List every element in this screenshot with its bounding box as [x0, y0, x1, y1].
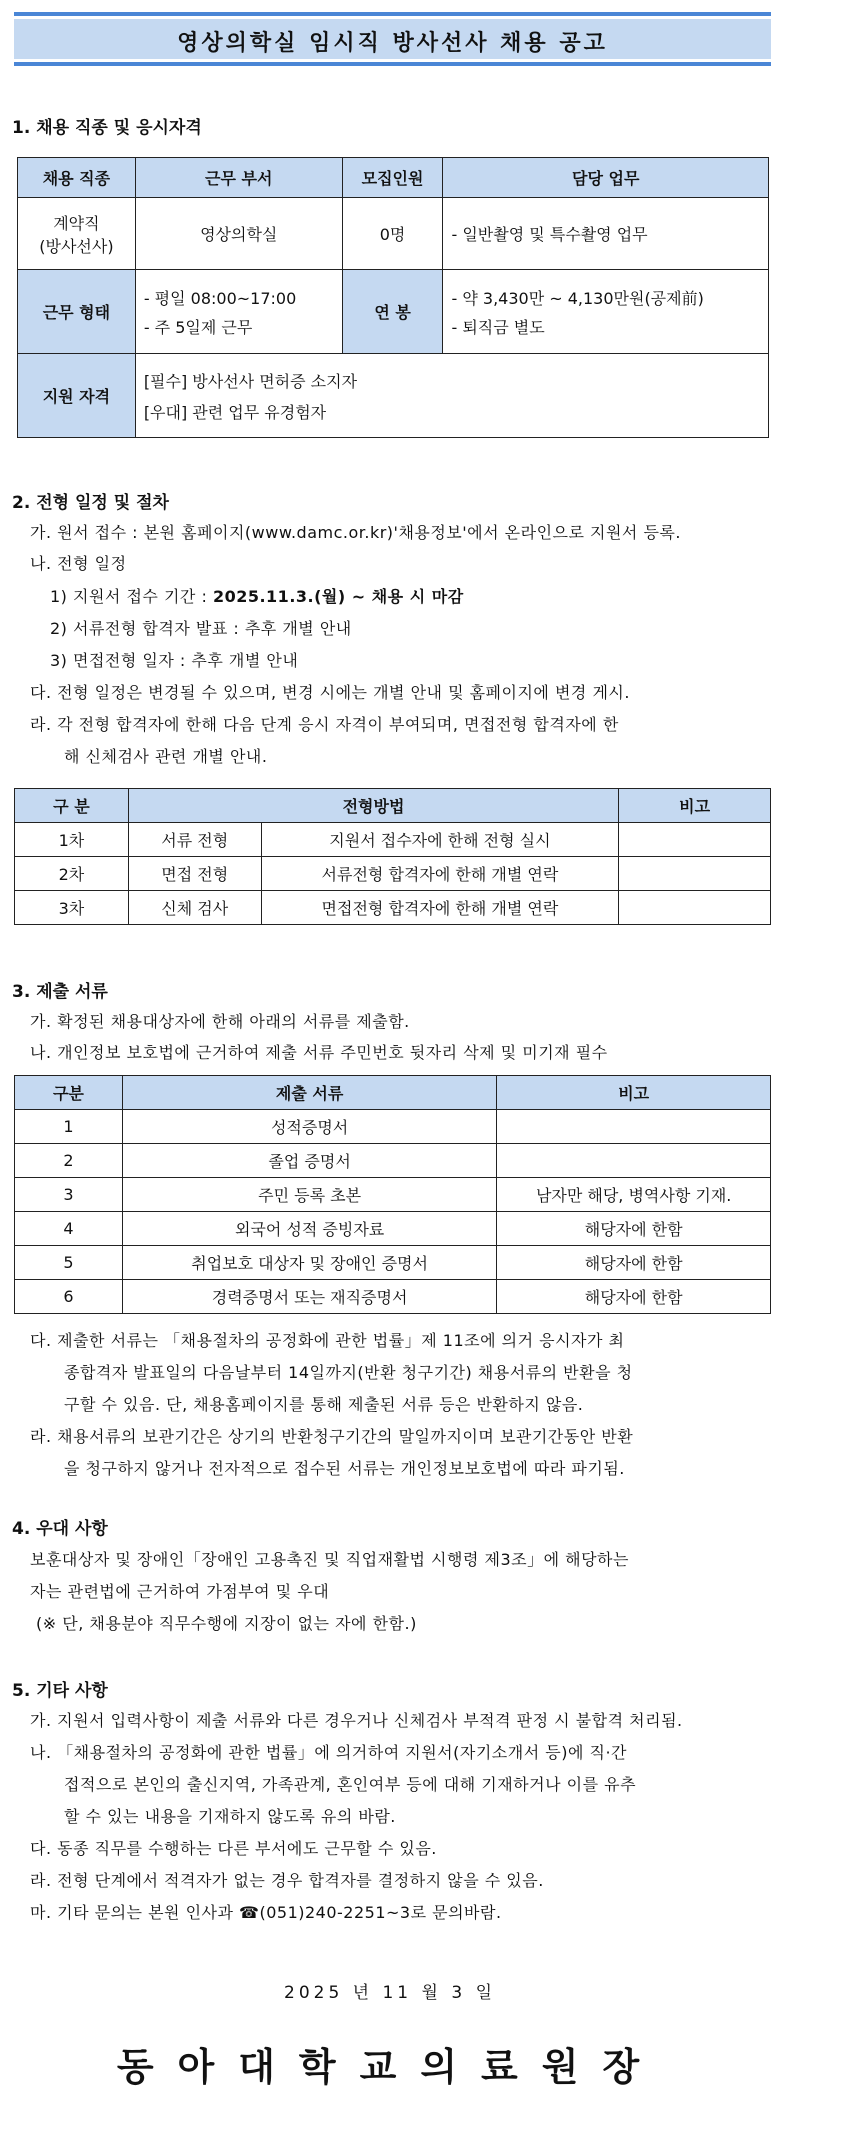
table-row	[15, 1178, 771, 1212]
job-dept: 영상의학실	[135, 198, 342, 270]
s5-item-ra: 라. 전형 단계에서 적격자가 없는 경우 합격자를 결정하지 않을 수 있음.	[30, 1871, 544, 1890]
doc-cell: 외국어 성적 증빙자료	[122, 1212, 496, 1246]
method-cell: 신체 검사	[128, 891, 261, 925]
header-no: 구분	[15, 1076, 123, 1110]
s4-line-2: 자는 관련법에 근거하여 가점부여 및 우대	[30, 1582, 330, 1601]
doc-cell: 경력증명서 또는 재직증명서	[122, 1280, 496, 1314]
s3-item-ra-2: 을 청구하지 않거나 전자적으로 접수된 서류는 개인정보보호법에 따라 파기됨.	[64, 1459, 625, 1478]
documents-header	[15, 1076, 771, 1110]
no-cell: 1	[15, 1110, 123, 1144]
table-row	[15, 1212, 771, 1246]
table-row	[15, 1246, 771, 1280]
table-row	[15, 1280, 771, 1314]
desc-cell: 서류전형 합격자에 한해 개별 연락	[261, 857, 619, 891]
s3-item-ra-1: 라. 채용서류의 보관기간은 상기의 반환청구기간의 말일까지이며 보관기간동안 반환	[30, 1427, 634, 1446]
note-cell	[497, 1110, 771, 1144]
note-cell	[619, 891, 771, 925]
header-duty: 담당 업무	[443, 158, 769, 198]
qual-value: [필수] 방사선사 면허증 소지자 [우대] 관련 업무 유경험자	[135, 354, 768, 438]
s2-item-na: 나. 전형 일정	[30, 554, 127, 573]
no-cell: 6	[15, 1280, 123, 1314]
stage-cell: 2차	[15, 857, 129, 891]
s5-item-na-1: 나. 「채용절차의 공정화에 관한 법률」에 의거하여 지원서(자기소개서 등)에 직·간	[30, 1743, 627, 1762]
table-row	[15, 1144, 771, 1178]
section-2-heading: 2. 전형 일정 및 절차	[12, 493, 169, 513]
no-cell: 5	[15, 1246, 123, 1280]
no-cell: 2	[15, 1144, 123, 1178]
section-5-heading: 5. 기타 사항	[12, 1681, 108, 1701]
selection-table	[14, 788, 771, 925]
title-banner	[14, 12, 771, 66]
s2-item-ra-1: 라. 각 전형 합격자에 한해 다음 단계 응시 자격이 부여되며, 면접전형 합격자에 한	[30, 715, 619, 734]
documents-table	[14, 1075, 771, 1314]
s5-item-ma: 마. 기타 문의는 본원 인사과 ☎(051)240-2251~3로 문의바람.	[30, 1903, 502, 1922]
doc-cell: 성적증명서	[122, 1110, 496, 1144]
table-row	[15, 857, 771, 891]
no-cell: 3	[15, 1178, 123, 1212]
work-row	[18, 270, 769, 354]
qual-label: 지원 자격	[18, 354, 136, 438]
s5-item-ga: 가. 지원서 입력사항이 제출 서류와 다른 경우거나 신체검사 부적격 판정 시 불합격 처리됨.	[30, 1711, 683, 1730]
qual-row	[18, 354, 769, 438]
s3-item-da-3: 구할 수 있음. 단, 채용홈페이지를 통해 제출된 서류 등은 반환하지 않음.	[64, 1395, 584, 1414]
job-count: 0명	[342, 198, 443, 270]
header-job: 채용 직종	[18, 158, 136, 198]
desc-cell: 지원서 접수자에 한해 전형 실시	[261, 823, 619, 857]
salary-value: - 약 3,430만 ~ 4,130만원(공제前) - 퇴직금 별도	[443, 270, 769, 354]
s3-item-ga: 가. 확정된 채용대상자에 한해 아래의 서류를 제출함.	[30, 1012, 410, 1031]
method-cell: 서류 전형	[128, 823, 261, 857]
s2-item-ga: 가. 원서 접수 : 본원 홈페이지(www.damc.or.kr)'채용정보'에서 온라인으로 지원서 등록.	[30, 523, 681, 542]
work-type-value: - 평일 08:00~17:00 - 주 5일제 근무	[135, 270, 342, 354]
table-row	[15, 1110, 771, 1144]
doc-cell: 취업보호 대상자 및 장애인 증명서	[122, 1246, 496, 1280]
job-type: 계약직 (방사선사)	[18, 198, 136, 270]
section-1-heading: 1. 채용 직종 및 응시자격	[12, 118, 202, 138]
s4-line-3: (※ 단, 채용분야 직무수행에 지장이 없는 자에 한함.)	[36, 1614, 417, 1633]
table-row	[15, 823, 771, 857]
note-cell: 해당자에 한함	[497, 1280, 771, 1314]
s3-item-na: 나. 개인정보 보호법에 근거하여 제출 서류 주민번호 뒷자리 삭제 및 미기재 필수	[30, 1043, 608, 1062]
s2-schedule-1: 1) 지원서 접수 기간 : 2025.11.3.(월) ~ 채용 시 마감	[50, 587, 464, 606]
job-row	[18, 198, 769, 270]
s2-schedule-2: 2) 서류전형 합격자 발표 : 추후 개별 안내	[50, 619, 352, 638]
stage-cell: 3차	[15, 891, 129, 925]
s3-item-da-2: 종합격자 발표일의 다음날부터 14일까지(반환 청구기간) 채용서류의 반환을 청	[64, 1363, 633, 1382]
job-duty: - 일반촬영 및 특수촬영 업무	[443, 198, 769, 270]
page-title: 영상의학실 임시직 방사선사 채용 공고	[177, 31, 608, 56]
section-4-heading: 4. 우대 사항	[12, 1519, 108, 1539]
table-row	[15, 891, 771, 925]
s2-schedule-3: 3) 면접전형 일자 : 추후 개별 안내	[50, 651, 299, 670]
header-stage: 구 분	[15, 789, 129, 823]
no-cell: 4	[15, 1212, 123, 1246]
job-table-header	[18, 158, 769, 198]
header-count: 모집인원	[342, 158, 443, 198]
note-cell	[497, 1144, 771, 1178]
desc-cell: 면접전형 합격자에 한해 개별 연락	[261, 891, 619, 925]
doc-cell: 주민 등록 초본	[122, 1178, 496, 1212]
note-cell	[619, 823, 771, 857]
stage-cell: 1차	[15, 823, 129, 857]
note-cell: 남자만 해당, 병역사항 기재.	[497, 1178, 771, 1212]
note-cell: 해당자에 한함	[497, 1246, 771, 1280]
salary-label: 연 봉	[342, 270, 443, 354]
work-type-label: 근무 형태	[18, 270, 136, 354]
doc-cell: 졸업 증명서	[122, 1144, 496, 1178]
issuer-signature: 동아대학교의료원장	[116, 2045, 664, 2089]
selection-header	[15, 789, 771, 823]
header-method: 전형방법	[128, 789, 618, 823]
s5-item-na-2: 접적으로 본인의 출신지역, 가족관계, 혼인여부 등에 대해 기재하거나 이를 유추	[64, 1775, 637, 1794]
header-doc: 제출 서류	[122, 1076, 496, 1110]
s5-item-da: 다. 동종 직무를 수행하는 다른 부서에도 근무할 수 있음.	[30, 1839, 437, 1858]
s5-item-na-3: 할 수 있는 내용을 기재하지 않도록 유의 바람.	[64, 1807, 396, 1826]
s2-item-da: 다. 전형 일정은 변경될 수 있으며, 변경 시에는 개별 안내 및 홈페이지에 변경 게시.	[30, 683, 630, 702]
notice-date: 2025 년 11 월 3 일	[284, 1983, 496, 2003]
header-note: 비고	[619, 789, 771, 823]
s4-line-1: 보훈대상자 및 장애인「장애인 고용촉진 및 직업재활법 시행령 제3조」에 해당하는	[30, 1550, 629, 1569]
note-cell	[619, 857, 771, 891]
note-cell: 해당자에 한함	[497, 1212, 771, 1246]
job-table	[17, 157, 769, 438]
section-3-heading: 3. 제출 서류	[12, 982, 108, 1002]
header-note: 비고	[497, 1076, 771, 1110]
method-cell: 면접 전형	[128, 857, 261, 891]
s3-item-da-1: 다. 제출한 서류는 「채용절차의 공정화에 관한 법률」제 11조에 의거 응시자가 최	[30, 1331, 625, 1350]
s2-item-ra-2: 해 신체검사 관련 개별 안내.	[64, 747, 268, 766]
header-dept: 근무 부서	[135, 158, 342, 198]
